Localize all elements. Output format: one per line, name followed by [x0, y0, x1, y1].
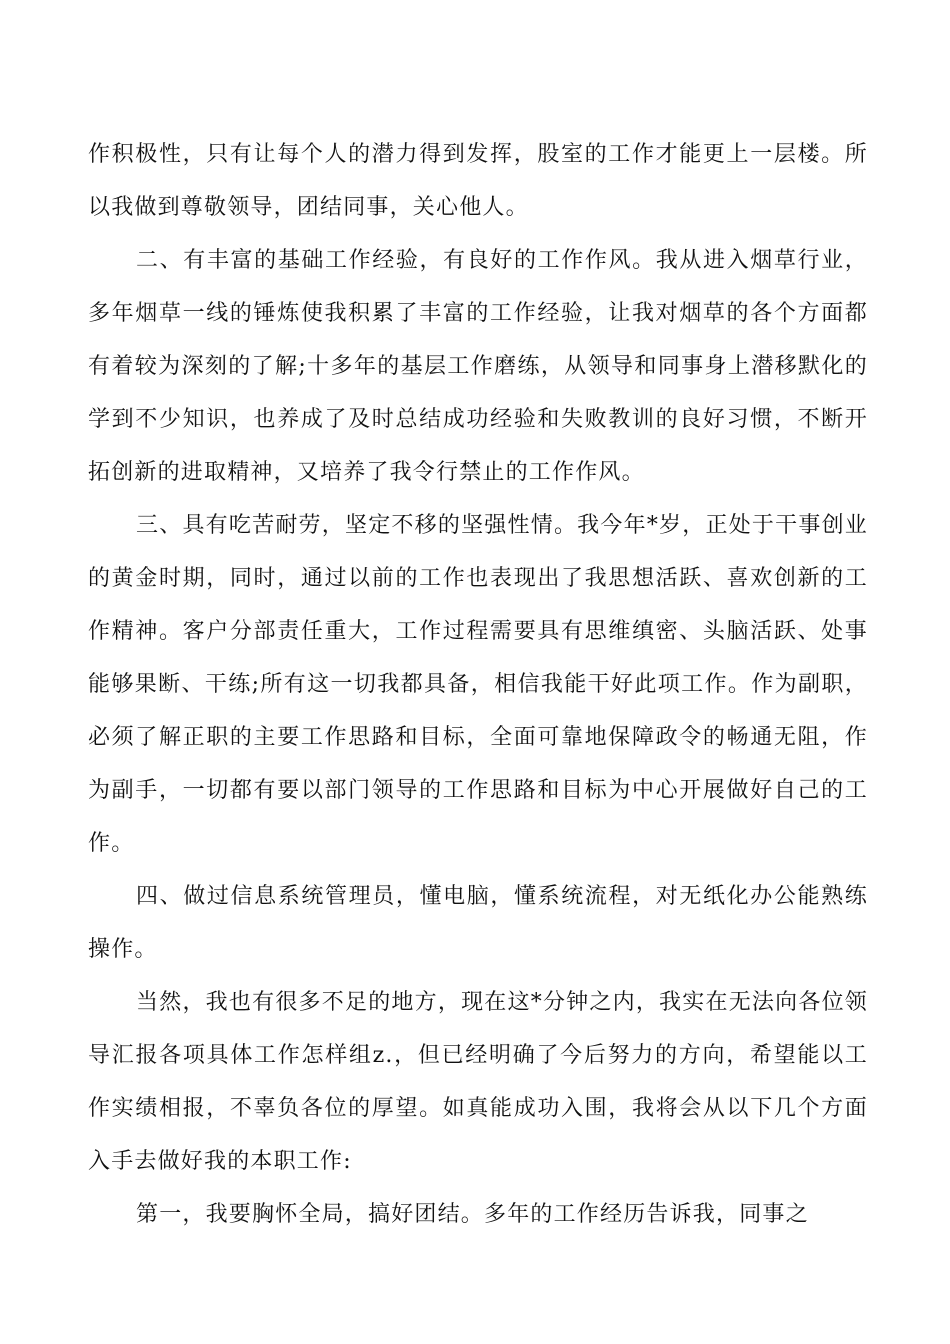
- paragraph-4: 四、做过信息系统管理员，懂电脑，懂系统流程，对无纸化办公能熟练操作。: [88, 884, 868, 962]
- paragraph-5: 当然，我也有很多不足的地方，现在这*分钟之内，我实在无法向各位领导汇报各项具体工作怎样组z.，但已经明确了今后努力的方向，希望能以工作实绩相报，不辜负各位的厚望。如真能成功入围，我将会从以下几个方面入手去做好我的本职工作:: [88, 990, 868, 1174]
- paragraph-6: 第一，我要胸怀全局，搞好团结。多年的工作经历告诉我，同事之: [136, 1202, 809, 1227]
- paragraph-1: 作积极性，只有让每个人的潜力得到发挥，股室的工作才能更上一层楼。所以我做到尊敬领导，团结同事，关心他人。: [88, 142, 868, 220]
- paragraph-3: 三、具有吃苦耐劳，坚定不移的坚强性情。我今年*岁，正处于干事创业的黄金时期，同时，通过以前的工作也表现出了我思想活跃、喜欢创新的工作精神。客户分部责任重大，工作过程需要具有思维缜密、头脑活跃、处事能够果断、干练;所有这一切我都具备，相信我能干好此项工作。作为副职，必须了解正职的主要工作思路和目标，全面可靠地保障政令的畅通无阻，作为副手，一切都有要以部门领导的工作思路和目标为中心开展做好自己的工作。: [88, 513, 868, 856]
- document-body: [88, 128, 868, 1241]
- paragraph-2: 二、有丰富的基础工作经验，有良好的工作作风。我从进入烟草行业，多年烟草一线的锤炼使我积累了丰富的工作经验，让我对烟草的各个方面都有着较为深刻的了解;十多年的基层工作磨练，从领导和同事身上潜移默化的学到不少知识，也养成了及时总结成功经验和失败教训的良好习惯，不断开拓创新的进取精神，又培养了我令行禁止的工作作风。: [88, 248, 868, 485]
